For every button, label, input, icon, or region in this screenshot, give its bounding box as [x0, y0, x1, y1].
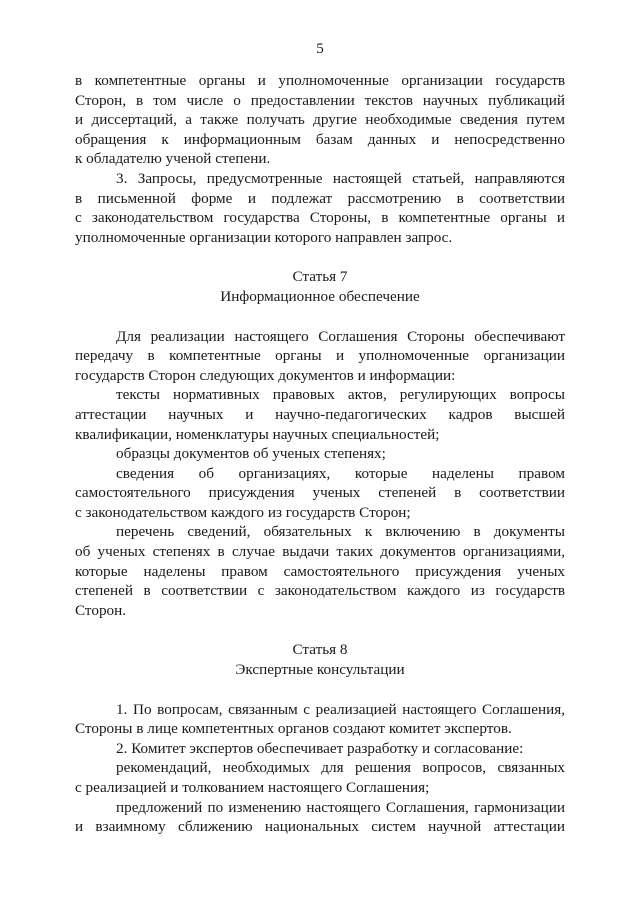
text-line: перечень сведений, обязательных к включению в документы	[116, 523, 565, 541]
paragraph	[75, 385, 565, 444]
text-line: сведения об организациях, которые наделены правом	[116, 464, 565, 482]
text-line: к обладателю ученой степени.	[75, 150, 271, 168]
text-line: степеней в соответствии с законодательством каждого из государств	[75, 582, 565, 600]
text-line: образцы документов об ученых степенях;	[116, 445, 386, 463]
spacer	[75, 307, 565, 327]
paragraph	[75, 700, 565, 739]
text-line: Сторон.	[75, 601, 127, 619]
text-line: которые наделены правом самостоятельного присуждения ученых	[75, 562, 565, 580]
text-line: передачу в компетентные органы и уполномоченные организации	[75, 347, 565, 365]
text-line: квалификации, номенклатуры научных специальностей;	[75, 425, 440, 443]
paragraph	[75, 522, 565, 620]
text-line: 1. По вопросам, связанным с реализацией настоящего Соглашения,	[116, 700, 565, 718]
article-number: Статья 7	[292, 268, 348, 286]
text-line: предложений по изменению настоящего Соглашения, гармонизации	[116, 798, 565, 816]
text-line: с законодательством государства Стороны, в компетентные органы и	[75, 209, 565, 227]
text-line: обращения к информационным базам данных и непосредственно	[75, 130, 565, 148]
document-body	[75, 71, 565, 837]
text-line: в компетентные органы и уполномоченные организации государств	[75, 72, 565, 89]
article-number: Статья 8	[292, 641, 348, 659]
text-line: Стороны в лице компетентных органов создают комитет экспертов.	[75, 720, 512, 738]
paragraph	[75, 169, 565, 247]
text-line: Сторон, в том числе о предоставлении текстов научных публикаций	[75, 91, 565, 109]
page-number: 5	[316, 41, 324, 57]
text-line: с законодательством каждого из государств Сторон;	[75, 503, 411, 521]
text-line: аттестации научных и научно-педагогических кадров высшей	[75, 405, 565, 423]
paragraph	[75, 758, 565, 797]
text-line: тексты нормативных правовых актов, регулирующих вопросы	[116, 386, 565, 404]
article-heading	[75, 640, 565, 679]
paragraph	[75, 739, 565, 759]
spacer	[75, 620, 565, 640]
paragraph	[75, 444, 565, 464]
paragraph	[75, 798, 565, 837]
text-line: уполномоченные организации которого направлен запрос.	[75, 228, 453, 246]
article-title: Экспертные консультации	[235, 661, 405, 679]
text-line: рекомендаций, необходимых для решения вопросов, связанных	[116, 759, 565, 777]
text-line: государств Сторон следующих документов и информации:	[75, 366, 456, 384]
text-line: Для реализации настоящего Соглашения Стороны обеспечивают	[116, 327, 565, 345]
spacer	[75, 247, 565, 267]
paragraph	[75, 464, 565, 523]
text-line: 2. Комитет экспертов обеспечивает разработку и согласование:	[116, 739, 524, 757]
spacer	[75, 680, 565, 700]
article-title: Информационное обеспечение	[220, 287, 420, 305]
text-line: 3. Запросы, предусмотренные настоящей статьей, направляются	[116, 169, 565, 187]
article-heading	[75, 267, 565, 306]
text-line: в письменной форме и подлежат рассмотрению в соответствии	[75, 189, 565, 207]
text-line: с реализацией и толкованием настоящего Соглашения;	[75, 779, 430, 796]
text-line: и диссертаций, а также получать другие необходимые сведения путем	[75, 111, 565, 129]
text-line: об ученых степенях в случае выдачи таких документов организациями,	[75, 543, 565, 561]
paragraph	[75, 327, 565, 386]
paragraph	[75, 71, 565, 169]
text-line: и взаимному сближению национальных систем научной аттестации	[75, 818, 565, 836]
text-line: самостоятельного присуждения ученых степеней в соответствии	[75, 484, 565, 502]
